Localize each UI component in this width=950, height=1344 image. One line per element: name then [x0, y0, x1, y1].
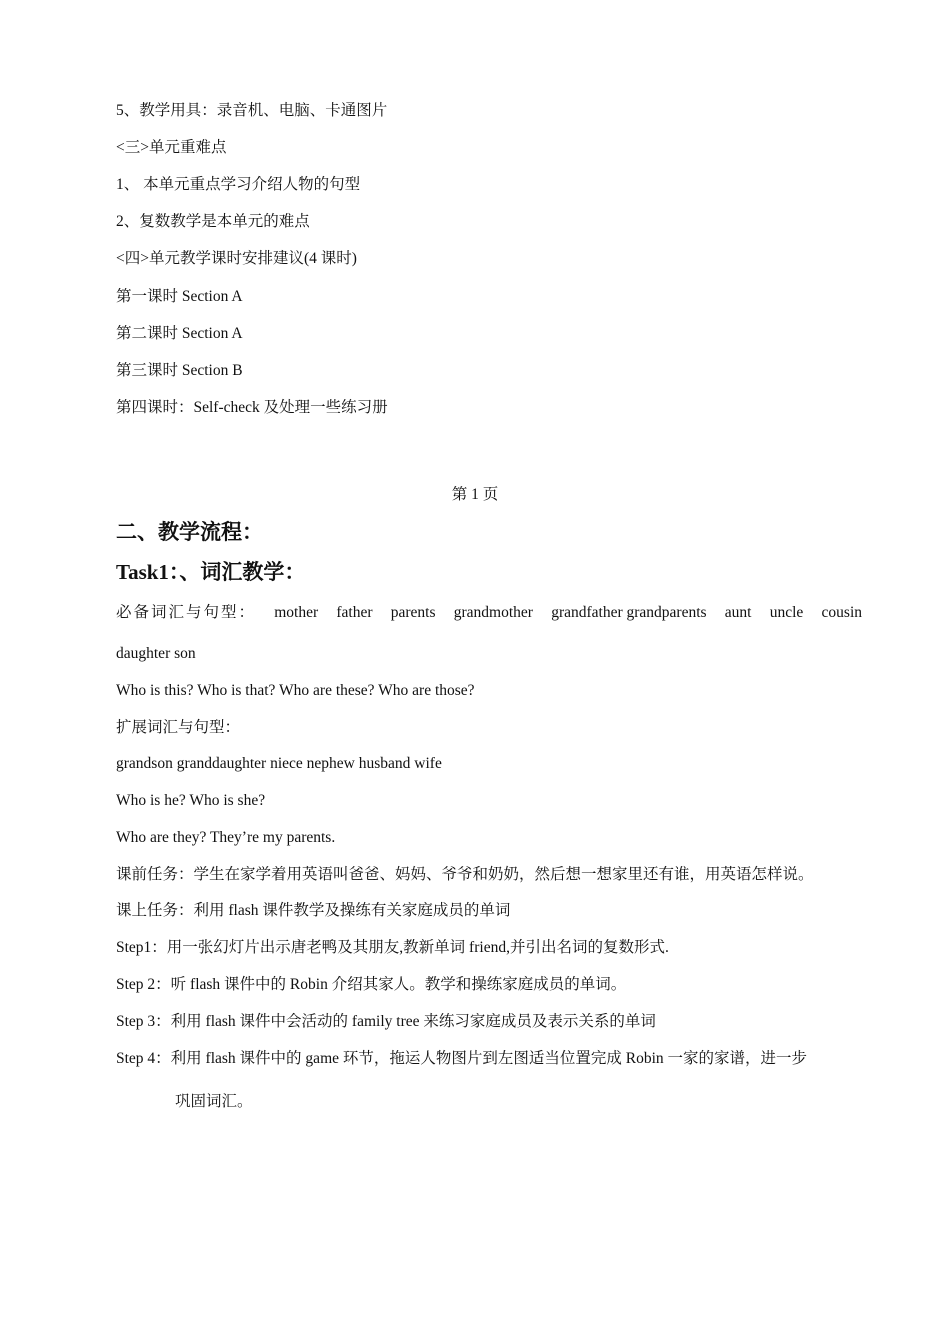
task1-heading: Task1：、词汇教学： [116, 560, 306, 584]
extended-vocab-label: 扩展词汇与句型： [116, 719, 241, 736]
lesson-3: 第三课时 Section B [116, 362, 243, 379]
teaching-flow-heading: 二、教学流程： [116, 520, 263, 544]
sentence-patterns-3: Who are they? They’re my parents. [116, 829, 336, 846]
step-4-line1: Step 4：利用 flash 课件中的 game 环节，拖运人物图片到左图适当位置完成 Robin 一家的家谱，进一步 [116, 1050, 808, 1067]
step-3: Step 3：利用 flash 课件中会活动的 family tree 来练习家庭成员及表示关系的单词 [116, 1013, 656, 1030]
step-4-line2: 巩固词汇。 [175, 1093, 253, 1110]
lesson-2: 第二课时 Section A [116, 325, 243, 342]
lesson-4: 第四课时：Self-check 及处理一些练习册 [116, 399, 388, 416]
vocab-word: mother [274, 604, 319, 621]
unit-key-points-heading: <三>单元重难点 [116, 139, 227, 156]
vocab-word: aunt [724, 604, 752, 621]
key-point-1: 1、 本单元重点学习介绍人物的句型 [116, 176, 361, 193]
vocab-word: grandmother [453, 604, 533, 621]
step-1: Step1：用一张幻灯片出示唐老鸭及其朋友,教新单词 friend,并引出名词的复数形式. [116, 939, 669, 956]
required-vocab-label: 必备词汇与句型： [116, 604, 257, 621]
sentence-patterns-1: Who is this? Who is that? Who are these? Who are those? [116, 682, 475, 699]
required-vocab-line2: daughter son [116, 645, 196, 662]
vocab-word: parents [390, 604, 436, 621]
step-2: Step 2：听 flash 课件中的 Robin 介绍其家人。教学和操练家庭成员的单词。 [116, 976, 627, 993]
vocab-word: father [336, 604, 373, 621]
required-vocab-row [116, 603, 862, 623]
key-point-2: 2、复数教学是本单元的难点 [116, 213, 310, 230]
in-class-task: 课上任务：利用 flash 课件教学及操练有关家庭成员的单词 [116, 902, 511, 919]
sentence-patterns-2: Who is he? Who is she? [116, 792, 266, 809]
vocab-word: cousin [821, 604, 862, 621]
teaching-tools-item: 5、教学用具：录音机、电脑、卡通图片 [116, 102, 388, 119]
page-number: 第 1 页 [451, 486, 499, 503]
lesson-1: 第一课时 Section A [116, 288, 243, 305]
vocab-word: uncle [769, 604, 804, 621]
pre-class-task: 课前任务：学生在家学着用英语叫爸爸、妈妈、爷爷和奶奶，然后想一想家里还有谁，用英语怎样说。 [116, 866, 814, 883]
schedule-heading: <四>单元教学课时安排建议(4 课时) [116, 250, 357, 267]
vocab-word: grandfather grandparents [551, 604, 707, 621]
extended-vocab-words: grandson granddaughter niece nephew husband wife [116, 755, 442, 772]
